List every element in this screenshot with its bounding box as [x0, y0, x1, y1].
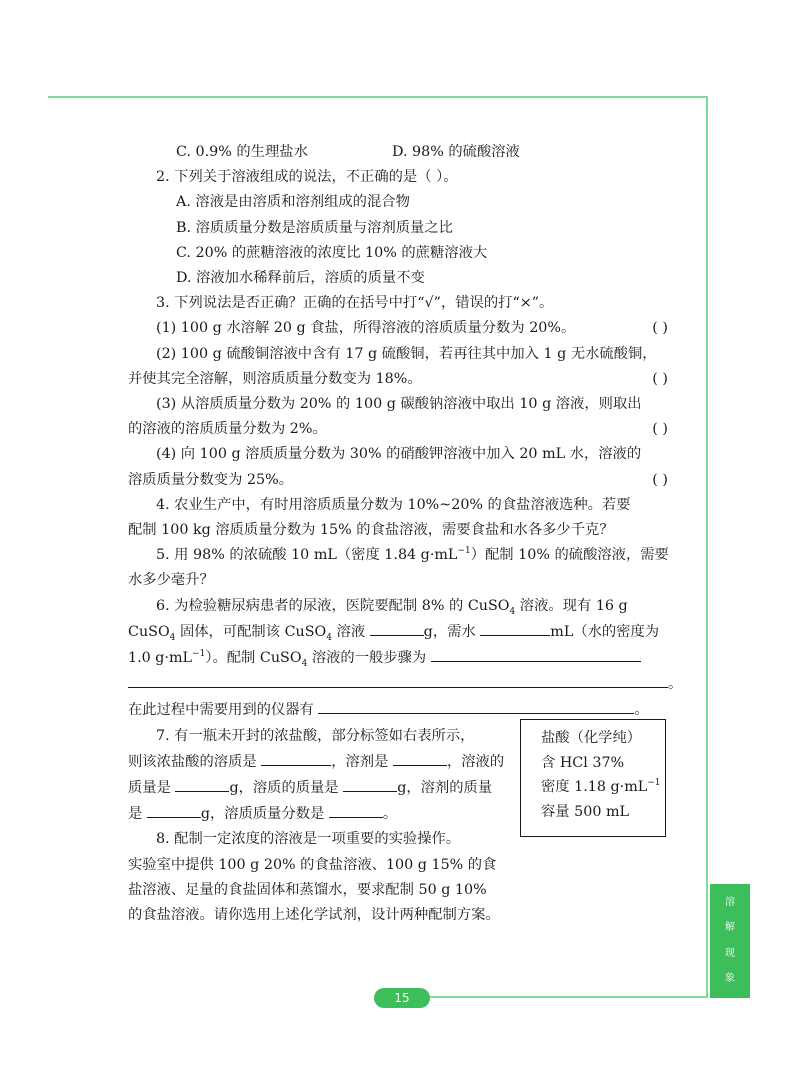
q6-text: g，需水	[423, 623, 481, 640]
chapter-side-tab	[710, 884, 750, 998]
q6-text: 在此过程中需要用到的仪器有	[128, 702, 319, 719]
subscript: 4	[169, 632, 176, 643]
q7-text: ，溶液的	[446, 753, 505, 770]
q3-stem: 3. 下列说法是否正确？正确的在括号中打“√”，错误的打“×”。	[156, 295, 554, 312]
side-tab-char: 现	[725, 947, 735, 959]
side-tab-char: 溶	[725, 896, 735, 908]
answer-blank[interactable]	[393, 749, 447, 766]
q3-item-1-text: (1) 100 g 水溶解 20 g 食盐，所得溶液的溶质质量分数为 20%。	[156, 320, 576, 337]
q8-line3: 盐溶液、足量的食盐固体和蒸馏水，要求配制 50 g 10%	[128, 881, 487, 898]
q7-text: 质量是	[128, 780, 176, 797]
q1-option-c: C. 0.9% 的生理盐水	[176, 144, 308, 160]
q6-text: 溶液。现有 16 g	[515, 597, 628, 614]
side-tab-char: 解	[725, 922, 735, 934]
page-frame-top	[48, 96, 708, 98]
subscript: 4	[509, 606, 516, 617]
q2-option-c: C. 20% 的蔗糖溶液的浓度比 10% 的蔗糖溶液大	[176, 244, 488, 261]
q6-text: CuSO	[128, 623, 170, 640]
q3-item-3-line1: (3) 从溶质质量分数为 20% 的 100 g 碳酸钠溶液中取出 10 g 溶液，则取出	[156, 396, 642, 413]
q6-text: 1.0 g·mL	[128, 650, 193, 667]
label-hcl: 含 HCl 37%	[541, 754, 625, 771]
q6-text: 固体，可配制该 CuSO	[175, 623, 327, 640]
subscript: 4	[326, 632, 332, 643]
q5-line2: 水多少毫升？	[128, 572, 214, 589]
q7-text: 则该浓盐酸的溶质是	[128, 753, 262, 770]
q6-line1	[128, 594, 676, 619]
q7-text: g，溶剂的质量	[397, 780, 493, 797]
label-title: 盐酸（化学纯）	[541, 730, 642, 746]
q4-line2: 配制 100 kg 溶质质量分数为 15% 的食盐溶液，需要食盐和水各多少千克？	[128, 522, 614, 539]
q8-line1: 8. 配制一定浓度的溶液是一项重要的实验操作。	[156, 831, 461, 848]
q3-item-3-line2: 的溶液的溶质质量分数为 2%。	[128, 421, 327, 438]
q3-item-1	[128, 316, 676, 341]
q8-line2: 实验室中提供 100 g 20% 的食盐溶液、100 g 15% 的食	[128, 856, 497, 873]
answer-bracket[interactable]: ( )	[652, 370, 668, 387]
answer-bracket[interactable]: ( )	[652, 471, 668, 488]
q3-item-3	[128, 417, 676, 442]
q3-item-4-line2: 溶质质量分数变为 25%。	[128, 471, 293, 488]
q6-text: mL（水的密度为	[550, 623, 660, 640]
answer-blank[interactable]	[318, 697, 634, 714]
page-frame-right	[706, 96, 708, 998]
q6-text: 溶液的一般步骤为	[307, 650, 431, 667]
q6-text: ）。配制 CuSO	[205, 650, 302, 667]
page-number: 15	[374, 988, 430, 1008]
q7-text: 是	[128, 806, 147, 823]
q3-item-4	[128, 468, 676, 493]
q6-text: 溶液	[331, 623, 370, 640]
q2-option-b: B. 溶质质量分数是溶质质量与溶剂质量之比	[176, 219, 453, 236]
q3-item-2-line1: (2) 100 g 硫酸铜溶液中含有 17 g 硫酸铜，若再往其中加入 1 g 无水硫酸铜，	[156, 345, 657, 362]
q1-option-d: D. 98% 的硫酸溶液	[392, 144, 520, 160]
q6-text: 。	[668, 676, 683, 693]
q5-text: 5. 用 98% 的浓硫酸 10 mL（密度 1.84 g·mL	[156, 547, 458, 564]
label-volume: 容量 500 mL	[541, 803, 630, 820]
q7-text: g，溶质质量分数是	[200, 806, 329, 823]
q6-text: 6. 为检验糖尿病患者的尿液，医院要配制 8% 的 CuSO	[156, 597, 510, 614]
q7-line1: 7. 有一瓶未开封的浓盐酸，部分标签如右表所示，	[156, 727, 475, 744]
answer-blank[interactable]	[261, 749, 331, 766]
answer-blank[interactable]	[480, 619, 550, 636]
side-tab-char: 象	[725, 973, 735, 985]
page-frame-bottom	[430, 996, 708, 998]
q3-item-2	[128, 367, 676, 392]
q5-text: ）配制 10% 的硫酸溶液，需要	[470, 547, 669, 564]
answer-blank[interactable]	[147, 801, 201, 818]
q3-item-4-line1: (4) 向 100 g 溶质质量分数为 30% 的硝酸钾溶液中加入 20 mL 水，溶液的	[156, 446, 642, 463]
q7-text: 。	[382, 806, 398, 823]
answer-blank[interactable]	[329, 801, 383, 818]
answer-bracket[interactable]: ( )	[652, 421, 668, 438]
superscript: −1	[457, 546, 471, 557]
q8-line4: 的食盐溶液。请你选用上述化学试剂，设计两种配制方案。	[128, 907, 500, 924]
answer-blank[interactable]	[128, 671, 668, 688]
q6-line2	[128, 619, 676, 645]
answer-blank[interactable]	[370, 619, 424, 636]
hydrochloric-acid-label	[520, 719, 666, 837]
answer-blank[interactable]	[343, 775, 397, 792]
q2-option-a: A. 溶液是由溶质和溶剂组成的混合物	[176, 194, 410, 211]
answer-blank[interactable]	[431, 645, 641, 662]
superscript: −1	[647, 778, 661, 789]
q4-line1: 4. 农业生产中，有时用溶质质量分数为 10%~20% 的食盐溶液选种。若要	[156, 496, 631, 513]
answer-bracket[interactable]: ( )	[652, 320, 668, 337]
q5-line1	[128, 543, 676, 568]
q7-text: g，溶质的质量是	[229, 780, 344, 797]
superscript: −1	[192, 649, 206, 660]
q3-item-2-line2: 并使其完全溶解，则溶质质量分数变为 18%。	[128, 370, 422, 387]
q2-stem: 2. 下列关于溶液组成的说法，不正确的是（ ）。	[156, 169, 458, 186]
q2-option-d: D. 溶液加水稀释前后，溶质的质量不变	[176, 270, 425, 286]
q7-text: ，溶剂是	[331, 753, 393, 770]
label-density-text: 密度 1.18 g·mL	[541, 779, 648, 795]
q6-line4	[128, 671, 683, 697]
q1-options	[128, 140, 676, 165]
answer-blank[interactable]	[175, 775, 229, 792]
label-density	[541, 775, 665, 800]
q6-text: 。	[634, 702, 649, 719]
q6-line3	[128, 645, 676, 671]
subscript: 4	[301, 658, 308, 669]
